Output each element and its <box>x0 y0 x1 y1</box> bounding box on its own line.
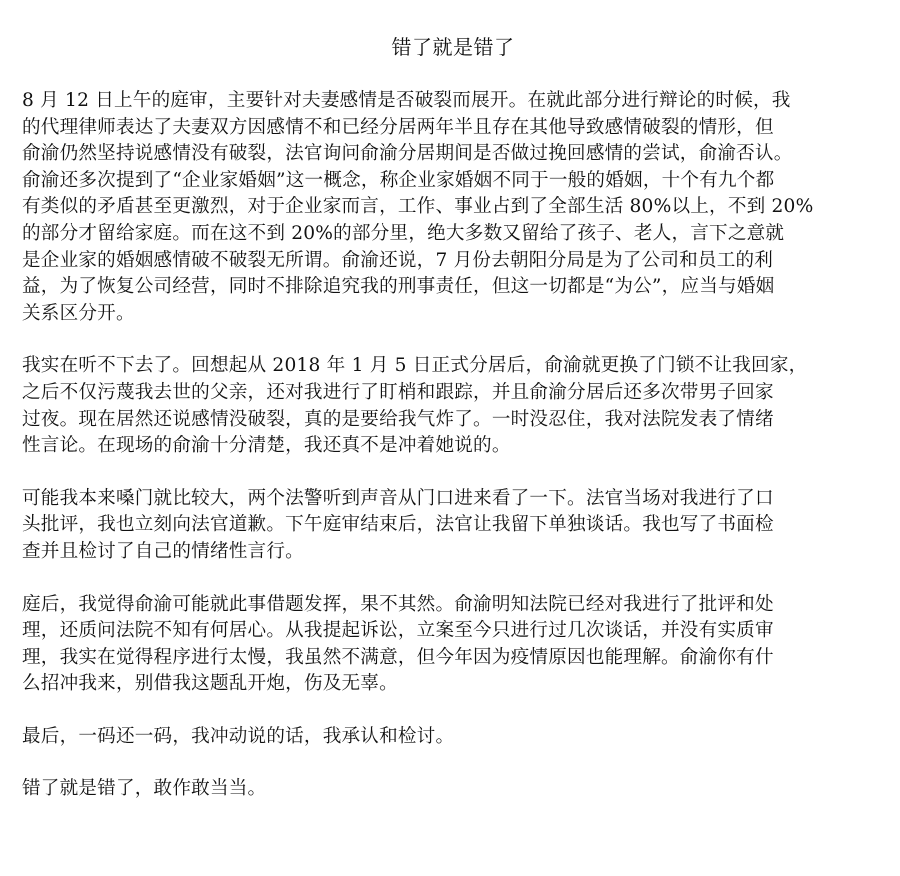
text-line: 是企业家的婚姻感情破不破裂无所谓。俞渝还说，7 月份去朝阳分局是为了公司和员工的利 <box>22 249 774 271</box>
paragraph <box>22 776 884 803</box>
text-line: 之后不仅污蔑我去世的父亲，还对我进行了盯梢和跟踪，并且俞渝分居后还多次带男子回家 <box>22 381 774 403</box>
text-line: 有类似的矛盾甚至更激烈，对于企业家而言，工作、事业占到了全部生活 80%以上，不到 20% <box>22 196 814 218</box>
text-line: 俞渝仍然坚持说感情没有破裂，法官询问俞渝分居期间是否做过挽回感情的尝试，俞渝否认。 <box>22 143 793 165</box>
text-line: 理，我实在觉得程序进行太慢，我虽然不满意，但今年因为疫情原因也能理解。俞渝你有什 <box>22 646 774 668</box>
text-line: 查并且检讨了自己的情绪性言行。 <box>22 540 304 562</box>
text-line: 性言论。在现场的俞渝十分清楚，我还真不是冲着她说的。 <box>22 435 511 457</box>
text-line: 俞渝还多次提到了“企业家婚姻”这一概念，称企业家婚姻不同于一般的婚姻，十个有九个都 <box>22 169 775 191</box>
text-line: 错了就是错了，敢作敢当当。 <box>22 778 267 800</box>
text-line: 过夜。现在居然还说感情没破裂，真的是要给我气炸了。一时没忍住，我对法院发表了情绪 <box>22 408 774 430</box>
text-line: 可能我本来嗓门就比较大，两个法警听到声音从门口进来看了一下。法官当场对我进行了口 <box>22 487 774 509</box>
text-line: 么招冲我来，别借我这题乱开炮，伤及无辜。 <box>22 673 398 695</box>
text-line: 我实在听不下去了。回想起从 2018 年 1 月 5 日正式分居后，俞渝就更换了门锁不让我回家， <box>22 355 808 377</box>
document <box>22 0 884 829</box>
text-line: 最后，一码还一码，我冲动说的话，我承认和检讨。 <box>22 725 455 747</box>
paragraph <box>22 724 884 751</box>
paragraph <box>22 592 884 698</box>
text-line: 的代理律师表达了夫妻双方因感情不和已经分居两年半且存在其他导致感情破裂的情形，但 <box>22 116 774 138</box>
document-body <box>22 88 884 803</box>
text-line: 关系区分开。 <box>22 302 135 324</box>
paragraph <box>22 353 884 459</box>
document-title: 错了就是错了 <box>391 35 515 59</box>
text-line: 庭后，我觉得俞渝可能就此事借题发挥，果不其然。俞渝明知法院已经对我进行了批评和处 <box>22 593 774 615</box>
text-line: 益，为了恢复公司经营，同时不排除追究我的刑事责任，但这一切都是“为公”，应当与婚姻 <box>22 276 775 298</box>
text-line: 头批评，我也立刻向法官道歉。下午庭审结束后，法官让我留下单独谈话。我也写了书面检 <box>22 514 774 536</box>
text-line: 理，还质问法院不知有何居心。从我提起诉讼，立案至今只进行过几次谈话，并没有实质审 <box>22 620 774 642</box>
text-line: 8 月 12 日上午的庭审，主要针对夫妻感情是否破裂而展开。在就此部分进行辩论的时候，我 <box>22 90 791 111</box>
paragraph <box>22 486 884 566</box>
paragraph <box>22 88 884 327</box>
text-line: 的部分才留给家庭。而在这不到 20%的部分里，绝大多数又留给了孩子、老人，言下之意就 <box>22 222 785 244</box>
